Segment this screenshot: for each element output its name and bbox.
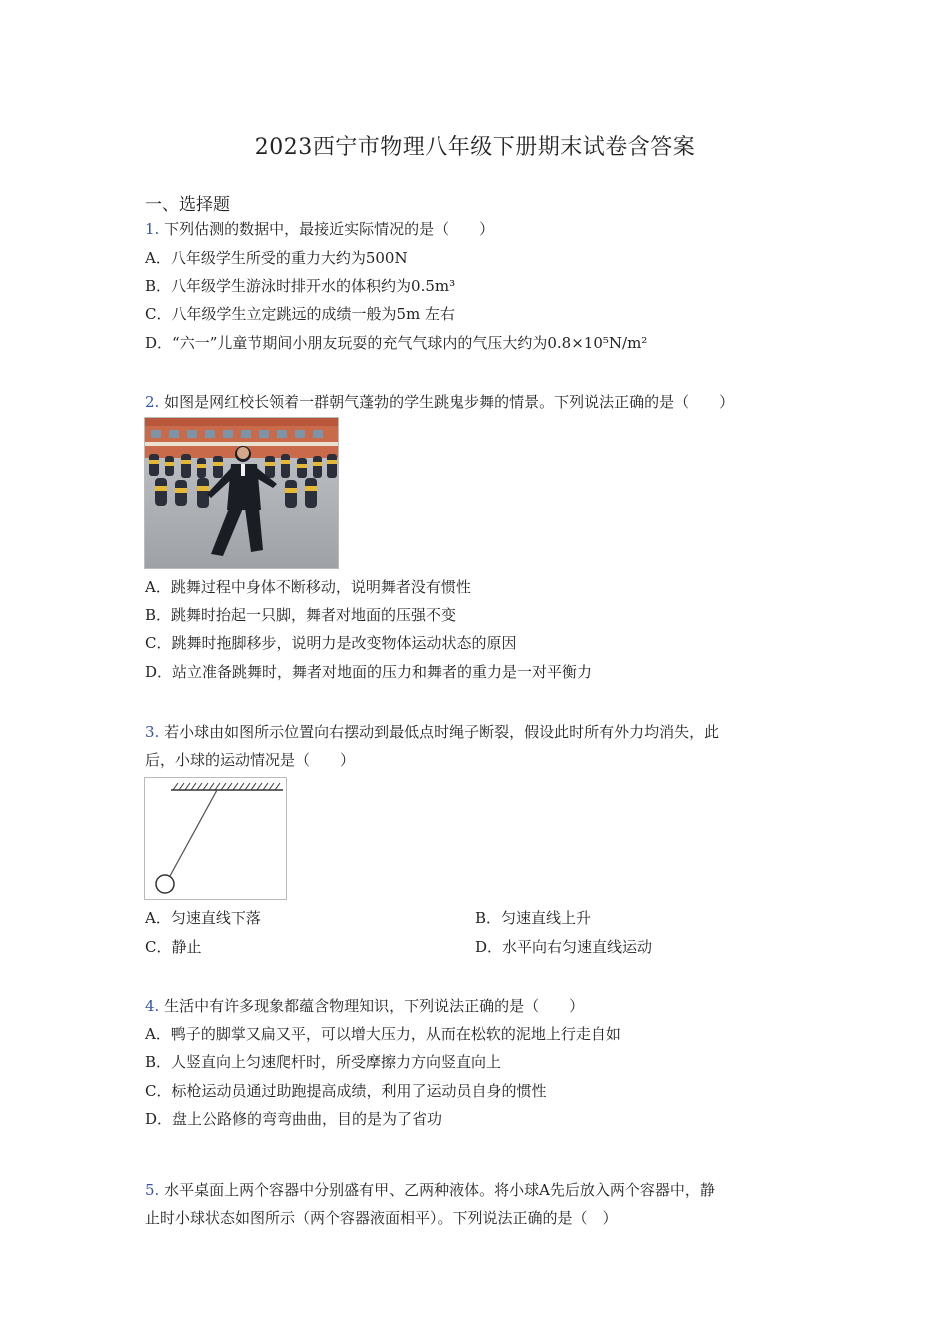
question-3-option-a: A．匀速直线下落: [145, 909, 261, 927]
question-text: 水平桌面上两个容器中分别盛有甲、乙两种液体。将小球A先后放入两个容器中，静: [164, 1181, 715, 1199]
question-1-stem: [145, 219, 494, 239]
question-4-option-c: C．标枪运动员通过助跑提高成绩，利用了运动员自身的惯性: [145, 1082, 547, 1100]
question-1-option-d: D．“六一”儿童节期间小朋友玩耍的充气气球内的气压大约为0.8×10⁵N/m²: [145, 334, 648, 352]
section-heading: 一、选择题: [145, 195, 230, 215]
question-2-option-d: D．站立准备跳舞时，舞者对地面的压力和舞者的重力是一对平衡力: [145, 663, 593, 681]
question-1-option-c: C．八年级学生立定跳远的成绩一般为5m 左右: [145, 305, 456, 323]
question-5-stem-line1: [145, 1180, 715, 1200]
question-text: 如图是网红校长领着一群朝气蓬勃的学生跳鬼步舞的情景。下列说法正确的是（ ）: [164, 393, 735, 411]
question-4-option-b: B．人竖直向上匀速爬杆时，所受摩擦力方向竖直向上: [145, 1053, 502, 1071]
question-4-option-d: D．盘上公路修的弯弯曲曲，目的是为了省功: [145, 1110, 443, 1128]
question-4-stem: [145, 996, 584, 1016]
question-5-stem-line2: 止时小球状态如图所示（两个容器液面相平）。下列说法正确的是（ ）: [145, 1209, 618, 1227]
question-number: 3.: [145, 723, 160, 741]
question-number: 5.: [145, 1181, 160, 1199]
pendulum-figure: [144, 777, 287, 900]
question-text: 下列估测的数据中，最接近实际情况的是（ ）: [164, 220, 495, 238]
question-1-option-b: B．八年级学生游泳时排开水的体积约为0.5m³: [145, 277, 456, 295]
question-2-option-b: B．跳舞时抬起一只脚，舞者对地面的压强不变: [145, 606, 457, 624]
question-3-stem-line1: [145, 722, 719, 742]
page-title: 2023西宁市物理八年级下册期末试卷含答案: [254, 135, 696, 160]
question-2-option-a: A．跳舞过程中身体不断移动，说明舞者没有惯性: [145, 578, 471, 596]
question-3-option-d: D．水平向右匀速直线运动: [475, 938, 653, 956]
question-text: 生活中有许多现象都蕴含物理知识，下列说法正确的是（ ）: [164, 997, 585, 1015]
question-3-option-c: C．静止: [145, 938, 202, 956]
question-number: 2.: [145, 393, 160, 411]
question-number: 1.: [145, 220, 160, 238]
question-3-option-b: B．匀速直线上升: [475, 909, 592, 927]
question-2-option-c: C．跳舞时拖脚移步，说明力是改变物体运动状态的原因: [145, 634, 517, 652]
question-text: 若小球由如图所示位置向右摆动到最低点时绳子断裂，假设此时所有外力均消失，此: [164, 723, 720, 741]
question-number: 4.: [145, 997, 160, 1015]
dance-photo: [144, 417, 339, 569]
question-4-option-a: A．鸭子的脚掌又扁又平，可以增大压力，从而在松软的泥地上行走自如: [145, 1025, 621, 1043]
question-1-option-a: A．八年级学生所受的重力大约为500N: [145, 249, 408, 267]
question-3-stem-line2: 后，小球的运动情况是（ ）: [145, 751, 356, 769]
question-2-stem: [145, 392, 734, 412]
